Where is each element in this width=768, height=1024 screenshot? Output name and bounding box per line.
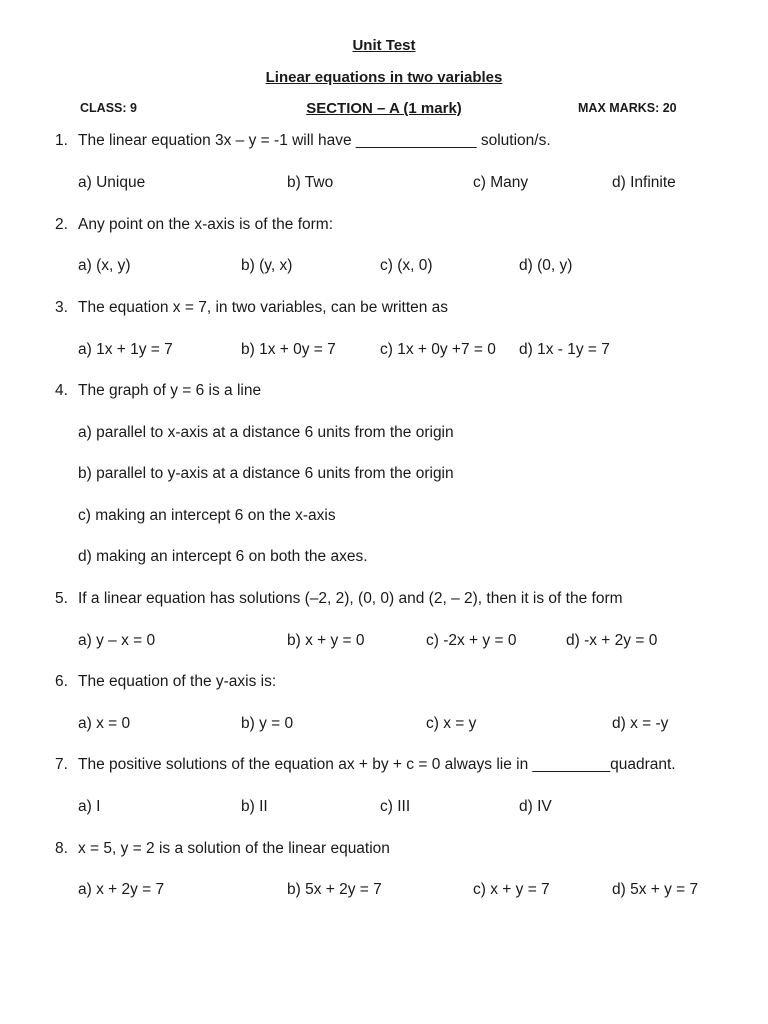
option-4a: a) parallel to x-axis at a distance 6 units from the origin	[78, 424, 454, 441]
option-3d: d) 1x - 1y = 7	[519, 341, 610, 358]
max-marks-label: MAX MARKS: 20	[578, 101, 677, 115]
question-5	[55, 590, 623, 608]
question-6	[55, 673, 276, 691]
option-5d: d) -x + 2y = 0	[566, 632, 658, 649]
option-2b: b) (y, x)	[241, 257, 293, 274]
option-7b: b) II	[241, 798, 268, 815]
question-2	[55, 216, 333, 234]
question-text: The equation of the y-axis is:	[78, 673, 277, 690]
option-7a: a) I	[78, 798, 101, 815]
question-text: The equation x = 7, in two variables, can be written as	[78, 299, 449, 316]
question-number: 5.	[55, 590, 68, 607]
option-2d: d) (0, y)	[519, 257, 573, 274]
section-heading: SECTION – A (1 mark)	[306, 100, 462, 117]
option-1a: a) Unique	[78, 174, 146, 191]
option-8b: b) 5x + 2y = 7	[287, 881, 382, 898]
option-5b: b) x + y = 0	[287, 632, 365, 649]
option-6b: b) y = 0	[241, 715, 294, 732]
option-7c: c) III	[380, 798, 411, 815]
option-1d: d) Infinite	[612, 174, 676, 191]
option-3a: a) 1x + 1y = 7	[78, 341, 173, 358]
question-number: 1.	[55, 132, 68, 149]
option-7d: d) IV	[519, 798, 552, 815]
question-number: 7.	[55, 756, 68, 773]
question-1	[55, 132, 551, 150]
question-text: x = 5, y = 2 is a solution of the linear equation	[78, 840, 390, 857]
test-title: Unit Test	[352, 37, 416, 54]
question-8	[55, 840, 390, 858]
option-3b: b) 1x + 0y = 7	[241, 341, 336, 358]
option-1c: c) Many	[473, 174, 529, 191]
option-6d: d) x = -y	[612, 715, 669, 732]
option-8a: a) x + 2y = 7	[78, 881, 165, 898]
option-4d: d) making an intercept 6 on both the axes.	[78, 548, 368, 565]
option-8c: c) x + y = 7	[473, 881, 550, 898]
option-5a: a) y – x = 0	[78, 632, 156, 649]
question-number: 3.	[55, 299, 68, 316]
option-5c: c) -2x + y = 0	[426, 632, 517, 649]
question-4	[55, 382, 261, 400]
option-6c: c) x = y	[426, 715, 477, 732]
option-1b: b) Two	[287, 174, 334, 191]
test-subtitle: Linear equations in two variables	[265, 69, 503, 86]
question-text: Any point on the x-axis is of the form:	[78, 216, 334, 233]
option-3c: c) 1x + 0y +7 = 0	[380, 341, 496, 358]
question-number: 4.	[55, 382, 68, 399]
question-number: 6.	[55, 673, 68, 690]
question-number: 2.	[55, 216, 68, 233]
question-number: 8.	[55, 840, 68, 857]
question-3	[55, 299, 448, 317]
option-2a: a) (x, y)	[78, 257, 131, 274]
question-7	[55, 756, 676, 774]
class-label: CLASS: 9	[80, 101, 137, 115]
option-8d: d) 5x + y = 7	[612, 881, 699, 898]
option-2c: c) (x, 0)	[380, 257, 433, 274]
question-text: The positive solutions of the equation ax + by + c = 0 always lie in _________quadrant.	[78, 756, 676, 773]
option-4c: c) making an intercept 6 on the x-axis	[78, 507, 336, 524]
question-text: The linear equation 3x – y = -1 will have ______________ solution/s.	[78, 132, 551, 149]
option-4b: b) parallel to y-axis at a distance 6 units from the origin	[78, 465, 454, 482]
option-6a: a) x = 0	[78, 715, 131, 732]
question-text: The graph of y = 6 is a line	[78, 382, 262, 399]
question-text: If a linear equation has solutions (–2, 2), (0, 0) and (2, – 2), then it is of the form	[78, 590, 623, 607]
